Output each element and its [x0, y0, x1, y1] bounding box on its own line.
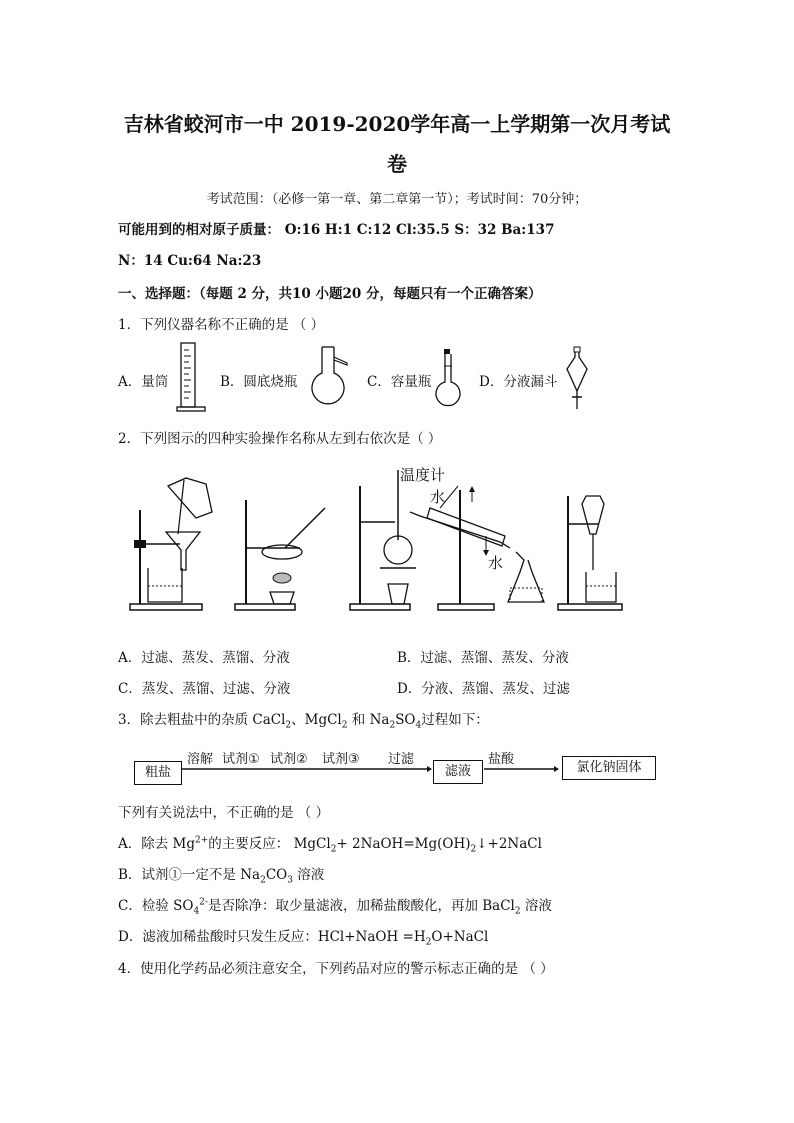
round-bottom-flask-icon — [305, 343, 355, 413]
water-in-label: 水 — [488, 554, 504, 572]
q2-option-a: A．过滤、蒸发、蒸馏、分液 — [118, 650, 290, 666]
atomic-mass-line-2: N：14 Cu:64 Na:23 — [118, 253, 262, 269]
flow-end-box: 氯化钠固体 — [562, 756, 656, 780]
q2-option-c: C．蒸发、蒸馏、过滤、分液 — [118, 681, 291, 697]
question-3-sub-stem: 下列有关说法中，不正确的是 （ ） — [118, 805, 330, 821]
evaporation-setup-icon — [235, 500, 325, 610]
q3-option-b: B．试剂①一定不是 $Na_2CO_3$ 溶液 — [118, 867, 325, 886]
question-2-stem: 2．下列图示的四种实验操作名称从左到右依次是（ ） — [118, 431, 442, 447]
q1-option-b: B．圆底烧瓶 — [220, 374, 298, 390]
flow-step-reagent-2: 试剂② — [270, 752, 308, 767]
thermometer-label: 温度计 — [400, 466, 446, 484]
distillation-setup-icon — [350, 466, 544, 610]
q2-option-d: D．分液、蒸馏、蒸发、过滤 — [397, 681, 570, 697]
flow-step-reagent-3: 试剂③ — [322, 752, 360, 767]
atomic-mass-line-1: 可能用到的相对原子质量： O:16 H:1 C:12 Cl:35.5 S：32 Ba:137 — [118, 222, 555, 238]
flow-step-acid: 盐酸 — [488, 752, 515, 767]
q3-option-a: A．除去 $Mg^{2+}$的主要反应： MgCl$_2$+ $2NaOH=Mg(OH)_2↓+2NaCl$ — [118, 835, 542, 855]
q2-option-b: B．过滤、蒸馏、蒸发、分液 — [397, 650, 569, 666]
section-heading: 一、选择题：（每题 2 分，共10 小题20 分，每题只有一个正确答案） — [118, 286, 542, 302]
separatory-funnel-icon — [562, 345, 592, 413]
exam-info: 考试范围：（必修一第一章、第二章第一节）；考试时间：70分钟； — [206, 192, 588, 207]
flow-step-filter: 过滤 — [388, 752, 415, 767]
volumetric-flask-icon — [432, 348, 464, 410]
flow-start-box: 粗盐 — [134, 761, 182, 785]
graduated-cylinder-icon — [175, 340, 210, 415]
q3-option-d: D．滤液加稀盐酸时只发生反应：HCl+NaOH $=H_2O+NaCl$ — [118, 929, 489, 948]
q3-option-c: C．检验 $SO_4^{2-}$是否除净：取少量滤液，加稀盐酸酸化，再加 BaCl$_2$ 溶液 — [118, 897, 552, 917]
page-title-continued: 卷 — [387, 152, 407, 176]
question-3-stem: 3．除去粗盐中的杂质 CaCl$_2$、MgCl$_2$ 和 $Na_2SO_4$过程如下： — [118, 712, 489, 731]
separation-setup-icon — [558, 496, 622, 610]
water-out-label: 水 — [430, 488, 446, 506]
q1-option-a: A．量筒 — [118, 374, 169, 390]
question-1-stem: 1．下列仪器名称不正确的是 （ ） — [118, 317, 325, 333]
question-4-stem: 4．使用化学药品必须注意安全，下列药品对应的警示标志正确的是 （ ） — [118, 961, 554, 977]
flow-filtrate-box: 滤液 — [433, 760, 483, 784]
page-title: 吉林省蛟河市一中 2019-2020学年高一上学期第一次月考试 — [123, 112, 671, 136]
flow-step-reagent-1: 试剂① — [222, 752, 260, 767]
filtration-setup-icon — [130, 478, 212, 610]
q1-option-c: C．容量瓶 — [367, 374, 432, 390]
flow-step-dissolve: 溶解 — [187, 752, 214, 767]
q1-option-d: D．分液漏斗 — [479, 374, 558, 390]
lab-apparatus-figure — [120, 460, 630, 620]
